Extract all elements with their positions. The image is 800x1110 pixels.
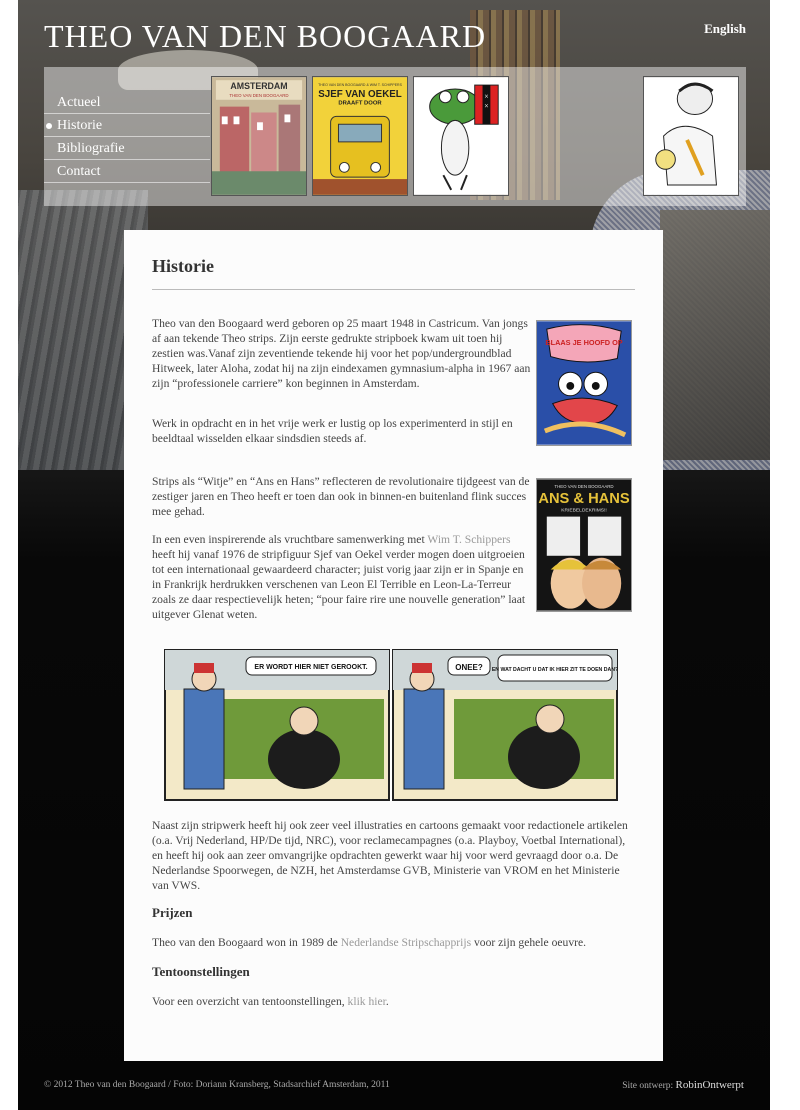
page-background (18, 0, 770, 1110)
prizes-text-2: voor zijn gehele oeuvre. (471, 936, 587, 949)
ans-hans-cover-subtitle: KRIEBELDEKRIMS!! (561, 508, 607, 514)
caricature-icon (644, 77, 738, 195)
amsterdam-cover-author: THEO VAN DEN BOOGAARD (229, 92, 289, 98)
ans-hans-cover-title: ANS & HANS (538, 490, 630, 507)
amsterdam-book-thumbnail[interactable] (211, 76, 307, 196)
stripschapprijs-link[interactable]: Nederlandse Stripschapprijs (340, 936, 472, 949)
footer-design-label: Site ontwerp: (622, 1081, 676, 1091)
exhibitions-heading: Tentoonstellingen (152, 964, 250, 979)
paragraph-illustrations: Naast zijn stripwerk heeft hij ook zeer veel illustraties en cartoons gemaakt voor redactionele artikelen (o.a. Vrij Nederland, HP/De tijd, NRC), voor reclamecampagnes (o.a. Playboy, Voetbal International), en heeft hij ook aan zeer omvangrijke opdrachten gewerkt waar hij voor werd gevraagd door o.a. De Nederlandse Spoorwegen, de NZH, het Amsterdamse GVB, Ministerie van VROM en het Ministerie van VWS. (152, 819, 628, 892)
language-link[interactable]: English (704, 21, 746, 36)
nav-item-contact[interactable]: Contact (44, 160, 210, 183)
exhibitions-text-1: Voor een overzicht van tentoonstellingen, (152, 995, 348, 1008)
sjef-cover-authors: THEO VAN DEN BOOGAARD & WIM T. SCHIPPERS (318, 83, 402, 88)
sjef-cover-subtitle: DRAAFT DOOR (338, 100, 382, 107)
ans-en-hans-cover-image[interactable] (536, 478, 632, 612)
site-title[interactable]: THEO VAN DEN BOOGAARD (44, 18, 487, 54)
wim-schippers-link[interactable]: Wim T. Schippers (427, 533, 511, 546)
title-divider (152, 289, 635, 290)
sjef-van-oekel-comic-strip-icon (164, 649, 618, 801)
sjef-van-oekel-book-cover-icon (313, 77, 407, 195)
amsterdam-cover-title: AMSTERDAM (230, 81, 288, 91)
content-panel (124, 230, 663, 1061)
footer-credit (622, 1079, 744, 1091)
paragraph-sjef (152, 532, 532, 622)
sjef-cover-title: SJEF VAN OEKEL (318, 88, 402, 100)
svg-text:×: × (484, 101, 489, 111)
sjef-van-oekel-book-thumbnail[interactable] (312, 76, 408, 196)
robinontwerpt-link[interactable]: RobinOntwerpt (675, 1079, 744, 1091)
nav-item-bibliografie[interactable]: Bibliografie (44, 137, 210, 160)
paragraph-sjef-text-1: In een even inspirerende als vruchtbare samenwerking met (152, 533, 428, 546)
strip-speech-bubble-1: ER WORDT HIER NIET GEROOKT. (254, 664, 368, 671)
amsterdam-book-cover-icon (212, 77, 306, 195)
frog-thumbnail[interactable] (413, 76, 509, 196)
navigation-band (44, 67, 746, 206)
blaas-cover-image[interactable] (536, 320, 632, 446)
paragraph-sjef-text-2: heeft hij vanaf 1976 de stripfiguur Sjef van Oekel verder mogen doen uitgroeien tot een internationaal gewaardeerd character; juist vorig jaar zijn er in Spanje en in Frankrijk herdrukken verschenen van Leon El Terrible en Leon-La-Terreur zoals ze daar respectievelijk heten; “pour faire rire une nouvelle generation” laat uitgever Glenat weten. (152, 548, 526, 621)
footer-copyright: © 2012 Theo van den Boogaard / Foto: Doriann Kransberg, Stadsarchief Amsterdam, 2011 (44, 1080, 390, 1090)
prizes-text-1: Theo van den Boogaard won in 1989 de (152, 936, 341, 949)
paragraph-experiment: Werk in opdracht en in het vrije werk er lustig op los experimenterd in stijl en beeldtaal wisselden elkaar sindsdien steeds af. (152, 417, 513, 445)
prizes-heading: Prijzen (152, 905, 193, 920)
nav-item-historie[interactable]: Historie (44, 114, 210, 137)
paragraph-intro: Theo van den Boogaard werd geboren op 25 maart 1948 in Castricum. Van jongs af aan tekende Theo strips. Zijn eerste gedrukte stripboek kwam uit toen hij zestien was.Vanaf zijn zeventiende tekende hij voor het pop/undergroundblad Hitweek, later Aloha, zodat hij na zijn eindexamen gymnasium-alpha in 1967 aan zijn “professionele carriere” kon beginnen in Amsterdam. (152, 317, 531, 390)
ans-en-hans-cover-icon (537, 479, 631, 611)
page-title: Historie (152, 256, 214, 276)
caricature-thumbnail[interactable] (643, 76, 739, 196)
main-nav (44, 91, 210, 183)
paragraph-witje: Strips als “Witje” en “Ans en Hans” reflecteren de revolutionaire tijdgeest van de zestiger jaren en Theo heeft er toen dan ook in binnen-en buitenland flink succes mee gehad. (152, 475, 530, 518)
blaas-cover-title: BLAAS JE HOOFD OP (545, 337, 623, 347)
paragraph-exhibitions (152, 994, 635, 1009)
nav-item-actueel[interactable]: Actueel (44, 91, 210, 114)
strip-speech-bubble-2: ONEE? (455, 663, 483, 672)
strip-speech-bubble-3: EN WAT DACHT U DAT IK HIER ZIT TE DOEN DAN? (491, 667, 618, 673)
frog-cartoon-icon (414, 77, 508, 195)
blaas-je-hoofd-op-cover-icon (537, 321, 631, 445)
background-chair (660, 210, 770, 460)
klik-hier-link[interactable]: klik hier (347, 995, 386, 1008)
paragraph-prizes (152, 935, 635, 950)
exhibitions-text-2: . (385, 995, 389, 1008)
svg-text:×: × (484, 91, 489, 101)
ans-hans-cover-author: THEO VAN DEN BOOGAARD (554, 484, 614, 490)
comic-strip-image[interactable] (164, 649, 618, 801)
